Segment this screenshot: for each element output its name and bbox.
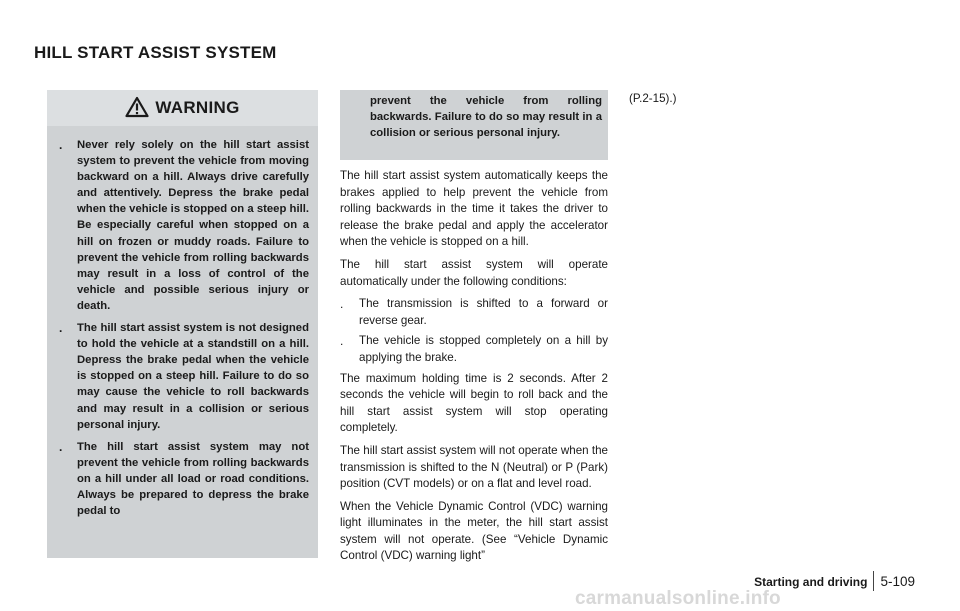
watermark: carmanualsonline.info <box>575 588 781 609</box>
warning-header <box>47 90 318 126</box>
page-number: 5-109 <box>880 574 915 589</box>
paragraph-operation: The hill start assist system automatically keeps the brakes applied to help prevent the vehicle from rolling backwards in the time it takes the driver to release the brake pedal and apply the accelerator when the vehicle is stopped on a hill. <box>340 169 608 249</box>
bullet-dot: . <box>59 439 63 454</box>
footer-divider <box>873 571 874 591</box>
paragraph-holding-time: The maximum holding time is 2 seconds. After 2 seconds the vehicle will begin to roll back and the hill start assist system will stop operating completely. <box>340 371 608 435</box>
paragraph-not-operate: The hill start assist system will not operate when the transmission is shifted to the N (Neutral) or P (Park) position (CVT models) or on a flat and level road. <box>340 443 608 491</box>
warning-box <box>47 90 318 558</box>
warning-item-text: The hill start assist system is not designed to hold the vehicle at a standstill on a hill. Depress the brake pedal when the vehicle is stopped on a steep hill. Failure to do so may cause the vehicle to roll backwards and may result in a collision or serious personal injury. <box>77 322 309 431</box>
paragraph-vdc: When the Vehicle Dynamic Control (VDC) warning light illuminates in the meter, the hill start assist system will not operate. (See “Vehicle Dynamic Control (VDC) warning light” <box>340 499 608 563</box>
warning-triangle-icon <box>125 96 149 118</box>
section-title: HILL START ASSIST SYSTEM <box>34 43 277 62</box>
warning-list <box>59 137 309 525</box>
condition-item <box>340 333 608 366</box>
warning-continuation-box <box>340 90 608 160</box>
bullet-dot: . <box>59 138 63 152</box>
condition-item-text: The transmission is shifted to a forward or reverse gear. <box>359 297 608 327</box>
bullet-dot: . <box>59 321 63 336</box>
warning-item-text: The hill start assist system may not prevent the vehicle from rolling backwards on a hill under all load or road conditions. Always be prepared to depress the brake pedal to <box>77 440 309 518</box>
warning-item <box>59 439 309 519</box>
warning-item-text: Never rely solely on the hill start assist system to prevent the vehicle from moving backward on a hill. Always drive carefully and attentively. Depress the brake pedal when the vehicle is stopped on a steep hill. Be especially careful when stopped on a hill on frozen or muddy roads. Failure to prevent the vehicle from rolling backwards may result in a loss of control of the vehicle and possible serious injury or death. <box>77 139 309 312</box>
warning-continuation-text: prevent the vehicle from rolling backwards. Failure to do so may result in a collision or serious personal injury. <box>370 95 602 140</box>
condition-item-text: The vehicle is stopped completely on a hill by applying the brake. <box>359 334 608 364</box>
footer-chapter: Starting and driving <box>754 575 868 589</box>
paragraph-conditions: The hill start assist system will operate automatically under the following conditions: <box>340 257 608 288</box>
warning-item <box>59 137 309 314</box>
bullet-dot: . <box>340 297 344 312</box>
bullet-dot: . <box>340 334 344 349</box>
condition-item <box>340 296 608 329</box>
warning-item <box>59 320 309 433</box>
body-column <box>340 168 608 571</box>
page-footer <box>754 566 915 589</box>
warning-title: WARNING <box>155 98 240 117</box>
page-reference: (P.2-15).) <box>629 92 677 105</box>
